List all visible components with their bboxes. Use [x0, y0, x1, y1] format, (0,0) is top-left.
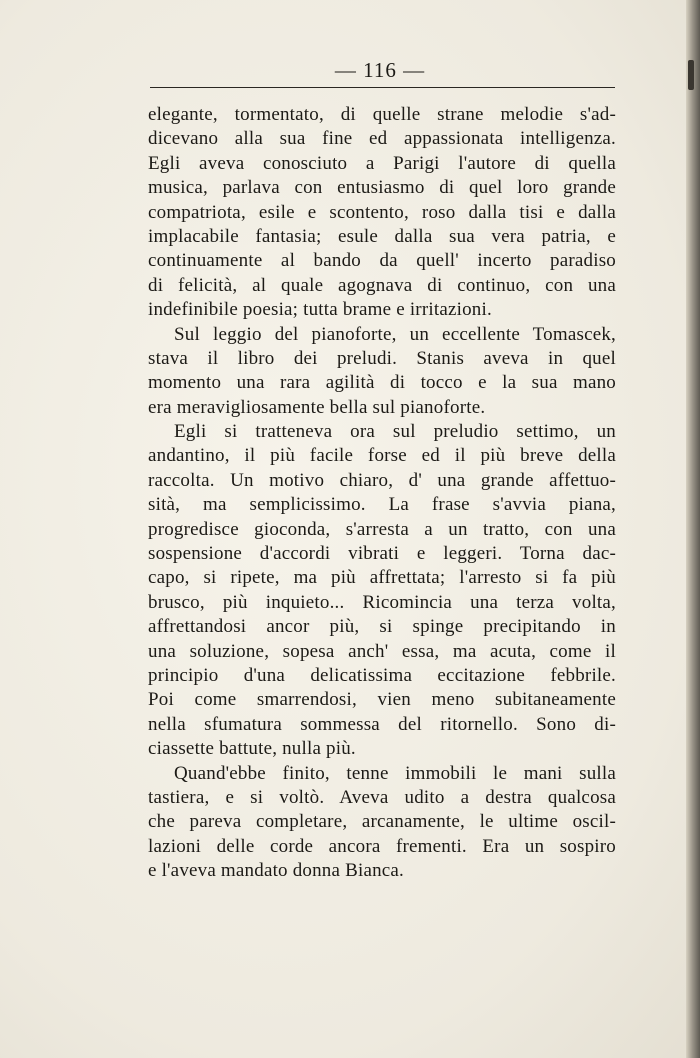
text-line: brusco, più inquieto... Ricomincia una terza volta, [148, 591, 616, 613]
text-line: nella sfumatura sommessa del ritornello. Sono di- [148, 713, 616, 735]
text-line: implacabile fantasia; esule dalla sua vera patria, e [148, 225, 616, 247]
text-line: ciassette battute, nulla più. [148, 738, 356, 760]
text-line: sospensione d'accordi vibrati e leggeri. Torna dac- [148, 543, 616, 565]
text-line: tastiera, e si voltò. Aveva udito a destra qualcosa [148, 786, 616, 808]
text-line: Egli si tratteneva ora sul preludio settimo, un [174, 421, 616, 443]
text-line: sità, ma semplicissimo. La frase s'avvia piana, [148, 494, 616, 516]
text-line: di felicità, al quale agognava di continuo, con una [148, 274, 616, 296]
text-line: Egli aveva conosciuto a Parigi l'autore di quella [148, 152, 616, 174]
text-line: era meravigliosamente bella sul pianoforte. [148, 396, 486, 418]
text-line: continuamente al bando da quell' incerto paradiso [148, 250, 616, 272]
text-line: principio d'una delicatissima eccitazione febbrile. [148, 664, 616, 686]
text-line: capo, si ripete, ma più affrettata; l'arresto si fa più [148, 567, 616, 589]
header-rule [150, 87, 615, 88]
text-line: musica, parlava con entusiasmo di quel loro grande [148, 177, 616, 199]
text-line: lazioni delle corde ancora frementi. Era un sospiro [148, 835, 616, 857]
text-line: compatriota, esile e scontento, roso dalla tisi e dalla [148, 201, 616, 223]
text-line: una soluzione, sopesa anch' essa, ma acuta, come il [148, 640, 616, 662]
text-line: momento una rara agilità di tocco e la sua mano [148, 372, 616, 394]
text-line: e l'aveva mandato donna Bianca. [148, 860, 404, 882]
text-line: Quand'ebbe finito, tenne immobili le mani sulla [174, 762, 616, 784]
body-text [148, 103, 616, 884]
text-line: elegante, tormentato, di quelle strane melodie s'ad- [148, 104, 616, 125]
text-line: che pareva completare, arcanamente, le ultime oscil- [148, 811, 616, 833]
text-line: raccolta. Un motivo chiaro, d' una grande affettuo- [148, 469, 616, 491]
text-line: Poi come smarrendosi, vien meno subitaneamente [148, 689, 616, 711]
text-line: indefinibile poesia; tutta brame e irritazioni. [148, 299, 492, 321]
edge-mark [688, 60, 694, 90]
text-line: Sul leggio del pianoforte, un eccellente Tomascek, [174, 323, 616, 345]
text-line: dicevano alla sua fine ed appassionata intelligenza. [148, 128, 616, 150]
text-line: affrettandosi ancor più, si spinge precipitando in [148, 616, 616, 638]
text-line: andantino, il più facile forse ed il più breve della [148, 445, 616, 467]
text-line: stava il libro dei preludi. Stanis aveva in quel [148, 347, 616, 369]
text-line: progredisce gioconda, s'arresta a un tratto, con una [148, 518, 616, 540]
page-number: — 116 — [334, 58, 426, 82]
page-edge [686, 0, 700, 1058]
